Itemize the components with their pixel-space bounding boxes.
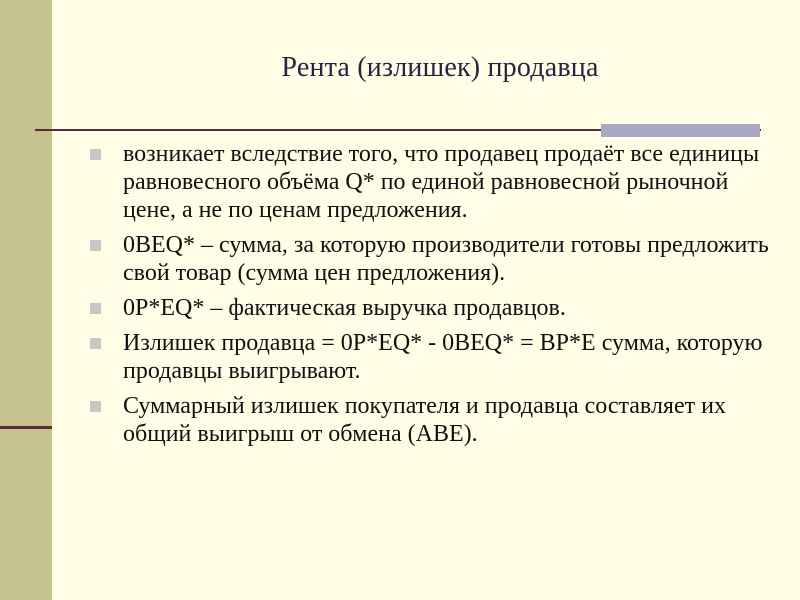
bullet-text: 0P*EQ* – фактическая выручка продавцов. xyxy=(123,295,566,321)
square-bullet-icon xyxy=(90,149,101,160)
bullet-item xyxy=(90,294,780,322)
bullet-text: Излишек продавца = 0P*EQ* - 0BEQ* = BP*E сумма, которую продавцы выигрывают. xyxy=(123,330,763,384)
left-decorative-band xyxy=(0,0,52,600)
bullet-item xyxy=(90,392,780,448)
title-accent-block xyxy=(601,124,760,137)
bullet-text: Суммарный излишек покупателя и продавца составляет их общий выигрыш от обмена (ABE). xyxy=(123,393,726,447)
bullet-item xyxy=(90,231,780,287)
square-bullet-icon xyxy=(90,303,101,314)
bullet-text: возникает вследствие того, что продавец продаёт все единицы равновесного объёма Q* по единой равновесной рыночной цене, а не по ценам предложения. xyxy=(123,141,760,223)
square-bullet-icon xyxy=(90,338,101,349)
bullet-item xyxy=(90,329,780,385)
bullet-text: 0BEQ* – сумма, за которую производители готовы предложить свой товар (сумма цен предложения). xyxy=(123,232,769,286)
bullet-item xyxy=(90,140,780,224)
bullet-list xyxy=(90,140,780,455)
slide-title: Рента (излишек) продавца xyxy=(281,52,599,83)
square-bullet-icon xyxy=(90,401,101,412)
square-bullet-icon xyxy=(90,240,101,251)
left-band-divider xyxy=(0,426,52,429)
